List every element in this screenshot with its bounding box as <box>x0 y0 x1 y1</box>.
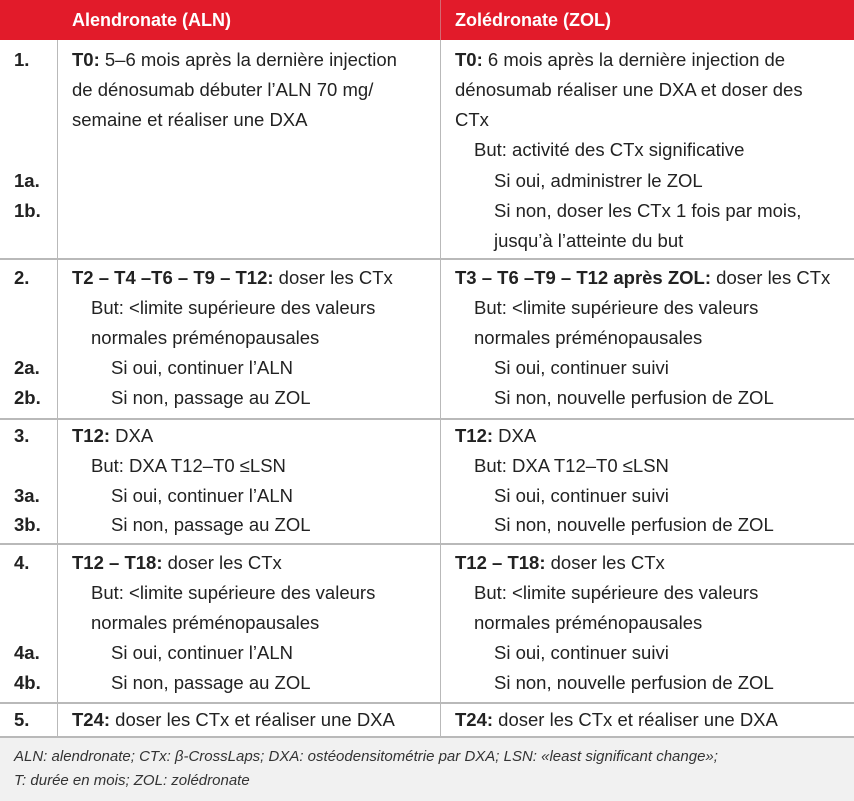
zol-line: Si oui, continuer suivi <box>494 642 669 663</box>
aln-line: Si non, passage au ZOL <box>111 672 311 693</box>
row-number: 2a. <box>14 357 40 378</box>
aln-line: semaine et réaliser une DXA <box>72 109 308 130</box>
row-number: 4b. <box>14 672 41 693</box>
table-header <box>0 0 854 40</box>
zol-line: But: <limite supérieure des valeurs <box>474 582 759 603</box>
zol-line: Si non, nouvelle perfusion de ZOL <box>494 672 774 693</box>
row-number: 3a. <box>14 485 40 506</box>
aln-line: Si oui, continuer l’ALN <box>111 642 294 663</box>
col-separator-1 <box>57 40 58 738</box>
row-separator-1 <box>0 258 854 260</box>
aln-line: But: <limite supérieure des valeurs <box>91 297 376 318</box>
zol-line: Si non, doser les CTx 1 fois par mois, <box>494 200 802 221</box>
row-separator-4 <box>0 702 854 704</box>
zol-line: Si oui, continuer suivi <box>494 485 669 506</box>
zol-line: But: activité des CTx significative <box>474 139 745 160</box>
aln-line: T12: DXA <box>72 425 154 446</box>
zol-line: normales préménopausales <box>474 327 703 348</box>
row-number: 2. <box>14 267 30 288</box>
zol-line: dénosumab réaliser une DXA et doser des <box>455 79 803 100</box>
zol-line: Si non, nouvelle perfusion de ZOL <box>494 514 774 535</box>
row-separator-3 <box>0 543 854 545</box>
aln-line: de dénosumab débuter l’ALN 70 mg/ <box>72 79 374 100</box>
row-number: 1a. <box>14 170 40 191</box>
footnote-line-1: ALN: alendronate; CTx: β-CrossLaps; DXA: ostéodensitométrie par DXA; LSN: «least significant change»; <box>14 748 718 765</box>
row-number: 4a. <box>14 642 40 663</box>
aln-line: T2 – T4 –T6 – T9 – T12: doser les CTx <box>72 267 393 288</box>
aln-line: normales préménopausales <box>91 327 320 348</box>
row-number: 3. <box>14 425 30 446</box>
row-separator-2 <box>0 418 854 420</box>
aln-line: normales préménopausales <box>91 612 320 633</box>
zol-line: T12: DXA <box>455 425 537 446</box>
col-separator-2b <box>440 40 441 738</box>
aln-line: T12 – T18: doser les CTx <box>72 552 282 573</box>
row-number: 1b. <box>14 200 41 221</box>
aln-line: But: <limite supérieure des valeurs <box>91 582 376 603</box>
aln-line: But: DXA T12–T0 ≤LSN <box>91 455 286 476</box>
zol-line: jusqu’à l’atteinte du but <box>494 230 684 251</box>
header-aln: Alendronate (ALN) <box>72 10 231 30</box>
zol-line: But: DXA T12–T0 ≤LSN <box>474 455 669 476</box>
zol-line: T24: doser les CTx et réaliser une DXA <box>455 709 778 730</box>
header-zol: Zolédronate (ZOL) <box>455 10 611 30</box>
row-number: 3b. <box>14 514 41 535</box>
row-number: 5. <box>14 709 30 730</box>
aln-line: Si non, passage au ZOL <box>111 514 311 535</box>
footnote <box>0 738 854 801</box>
aln-line: Si oui, continuer l’ALN <box>111 485 294 506</box>
zol-line: But: <limite supérieure des valeurs <box>474 297 759 318</box>
row-number: 4. <box>14 552 30 573</box>
zol-line: Si oui, continuer suivi <box>494 357 669 378</box>
zol-line: Si oui, administrer le ZOL <box>494 170 703 191</box>
aln-line: T0: 5–6 mois après la dernière injection <box>72 49 397 70</box>
zol-line: T3 – T6 –T9 – T12 après ZOL: doser les CTx <box>455 267 831 288</box>
zol-line: normales préménopausales <box>474 612 703 633</box>
aln-line: Si non, passage au ZOL <box>111 387 311 408</box>
zol-line: T12 – T18: doser les CTx <box>455 552 665 573</box>
aln-line: Si oui, continuer l’ALN <box>111 357 294 378</box>
footnote-line-2: T: durée en mois; ZOL: zolédronate <box>14 772 250 789</box>
zol-line: Si non, nouvelle perfusion de ZOL <box>494 387 774 408</box>
zol-line: CTx <box>455 109 489 130</box>
row-number: 1. <box>14 49 30 70</box>
zol-line: T0: 6 mois après la dernière injection de <box>455 49 786 70</box>
row-number: 2b. <box>14 387 41 408</box>
aln-line: T24: doser les CTx et réaliser une DXA <box>72 709 395 730</box>
